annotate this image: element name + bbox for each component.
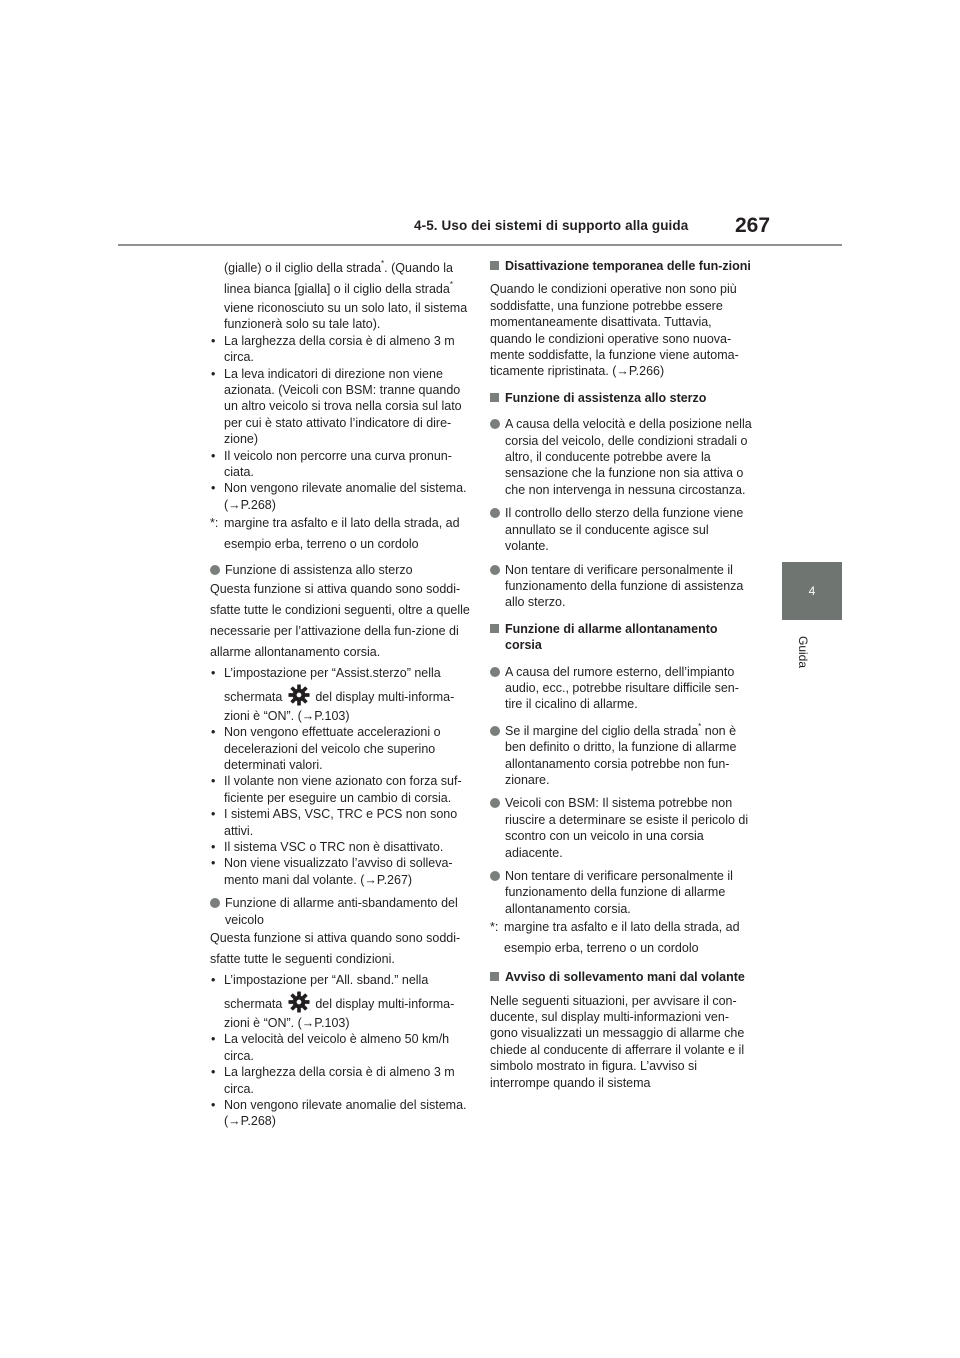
intro-line-2: linea bianca [gialla] o il ciglio della strada* [224,280,453,296]
circle-bullet-icon [490,508,500,518]
footnote-mark: *: [210,516,219,531]
lane-note: Veicoli con BSM: Il sistema potrebbe non riuscire a determinare se esiste il pericolo di scontro con un veicolo in una corsia adiacente. [490,795,752,861]
list-item: • Non viene visualizzato l’avviso di solleva-mento mani dal volante. (→P.267) [210,855,470,888]
square-bullet-icon [490,624,499,633]
steer-paragraph: Questa funzione si attiva quando sono soddi-sfatte tutte le condizioni seguenti, oltre a quelle necessarie per l’attivazione della fun-zione di allarme allontanamento corsia. [210,581,470,659]
chapter-tab-number: 4 [808,584,816,598]
steer-note: Non tentare di verificare personalmente il funzionamento della funzione di assistenza allo sterzo. [490,562,752,611]
section-title: 4-5. Uso dei sistemi di supporto alla guida [414,218,689,233]
condition-list-2 [210,724,470,888]
hands-off-paragraph: Nelle seguenti situazioni, per avvisare il con-ducente, sul display multi-informazioni ven-gono visualizzati un messaggio di allarme che chiede al conducente di afferrare il volante e il simbolo mostrato in figura. L’avviso si interrompe quando il sistema [490,993,745,1090]
intro-line-1: (gialle) o il ciglio della strada*. (Quando la [224,259,453,275]
footnote-ref: * [449,280,453,289]
lane-departure-heading: Funzione di allarme allontanamento corsia [490,621,752,654]
left-column [210,258,470,1130]
footnote-ref: * [381,259,385,268]
square-bullet-icon [490,972,499,981]
steer-note: Il controllo dello sterzo della funzione viene annullato se il conducente agisce sul volante. [490,505,752,554]
steer-setting-line-2: schermata del display multi-informa- [210,684,470,708]
footnote: *: margine tra asfalto e il lato della strada, ad esempio erba, terreno o un cordolo [490,917,752,959]
lane-note: Se il margine del ciglio della strada* non è ben definito o dritto, la funzione di allarme allontanamento corsia potrebbe non fun-zionare. [490,723,752,789]
sway-setting-line-1: • L’impostazione per “All. sband.” nella [210,970,470,991]
square-bullet-icon [490,261,499,270]
list-item: • La larghezza della corsia è di almeno 3 m circa. [210,333,470,366]
temp-disable-paragraph: Quando le condizioni operative non sono più soddisfatte, una funzione potrebbe essere momentaneamente disattivata. Tuttavia, quando le condizioni operative sono nuova-mente soddisfatte, la funzione viene automa-ticamente ripristinata. (→P.266) [490,282,739,379]
right-column [490,258,752,1091]
condition-list-3 [210,1031,470,1129]
sway-paragraph: Questa funzione si attiva quando sono soddi-sfatte tutte le seguenti condizioni. [210,930,461,966]
circle-bullet-icon [490,667,500,677]
circle-bullet-icon [490,726,500,736]
circle-bullet-icon [490,871,500,881]
steer-setting-line-1: • L’impostazione per “Assist.sterzo” nella [210,663,470,684]
circle-bullet-icon [490,565,500,575]
sway-heading: Funzione di allarme anti-sbandamento del veicolo [210,895,470,928]
steer-setting-line-3: zioni è “ON”. (→P.103) [224,708,350,723]
chapter-side-label-text: Guida [796,636,810,669]
temp-disable-heading: Disattivazione temporanea delle fun-zioni [490,258,752,274]
list-item: • La velocità del veicolo è almeno 50 km/h circa. [210,1031,470,1064]
lane-note: Non tentare di verificare personalmente il funzionamento della funzione di allarme allontanamento corsia. [490,868,752,917]
footnote: *: margine tra asfalto e il lato della strada, ad esempio erba, terreno o un cordolo [210,513,470,555]
circle-bullet-icon [210,898,220,908]
header-divider [118,244,842,246]
list-item: • Il veicolo non percorre una curva pronun-ciata. [210,448,470,481]
condition-list-1 [210,333,470,513]
list-item: • Non vengono rilevate anomalie del sistema. (→P.268) [210,480,470,513]
sway-setting-line-3: zioni è “ON”. (→P.103) [224,1015,350,1030]
intro-line-3: viene riconosciuto su un solo lato, il sistema funzionerà solo su tale lato). [224,301,468,332]
circle-bullet-icon [490,419,500,429]
square-bullet-icon [490,393,499,402]
circle-bullet-icon [490,798,500,808]
steer-note: A causa della velocità e della posizione nella corsia del veicolo, delle condizioni stradali o altro, il conducente potrebbe avere la sensazione che la funzione non sia attiva o che non intervenga in nessuna circostanza. [490,416,752,498]
list-item: • Il volante non viene azionato con forza suf-ficiente per eseguire un cambio di corsia. [210,773,470,806]
list-item: • La leva indicatori di direzione non viene azionata. (Veicoli con BSM: tranne quando un altro veicolo si trova nella corsia sul lato per cui è stato attivato l’indicatore di dire-zione) [210,366,470,448]
circle-bullet-icon [210,565,220,575]
sway-setting-line-2: schermata del display multi-informa- [210,991,470,1015]
steer-assist-heading: Funzione di assistenza allo sterzo [490,390,752,406]
list-item: • Non vengono effettuate accelerazioni o decelerazioni del veicolo che superino determinati valori. [210,724,470,773]
list-item: • Non vengono rilevate anomalie del sistema. (→P.268) [210,1097,470,1130]
list-item: • I sistemi ABS, VSC, TRC e PCS non sono attivi. [210,806,470,839]
steer-heading: Funzione di assistenza allo sterzo [210,562,470,578]
page-number: 267 [735,214,771,237]
gear-icon [288,684,310,706]
list-item: • Il sistema VSC o TRC non è disattivato. [210,839,470,855]
footnote-mark: *: [490,920,499,935]
footnote-ref: * [698,721,702,731]
chapter-tab [782,562,842,620]
hands-off-heading: Avviso di sollevamento mani dal volante [490,969,752,985]
chapter-side-label [784,628,840,688]
list-item: • La larghezza della corsia è di almeno 3 m circa. [210,1064,470,1097]
lane-note: A causa del rumore esterno, dell’impianto audio, ecc., potrebbe risultare difficile sen-tire il cicalino di allarme. [490,664,752,713]
gear-icon [288,991,310,1013]
